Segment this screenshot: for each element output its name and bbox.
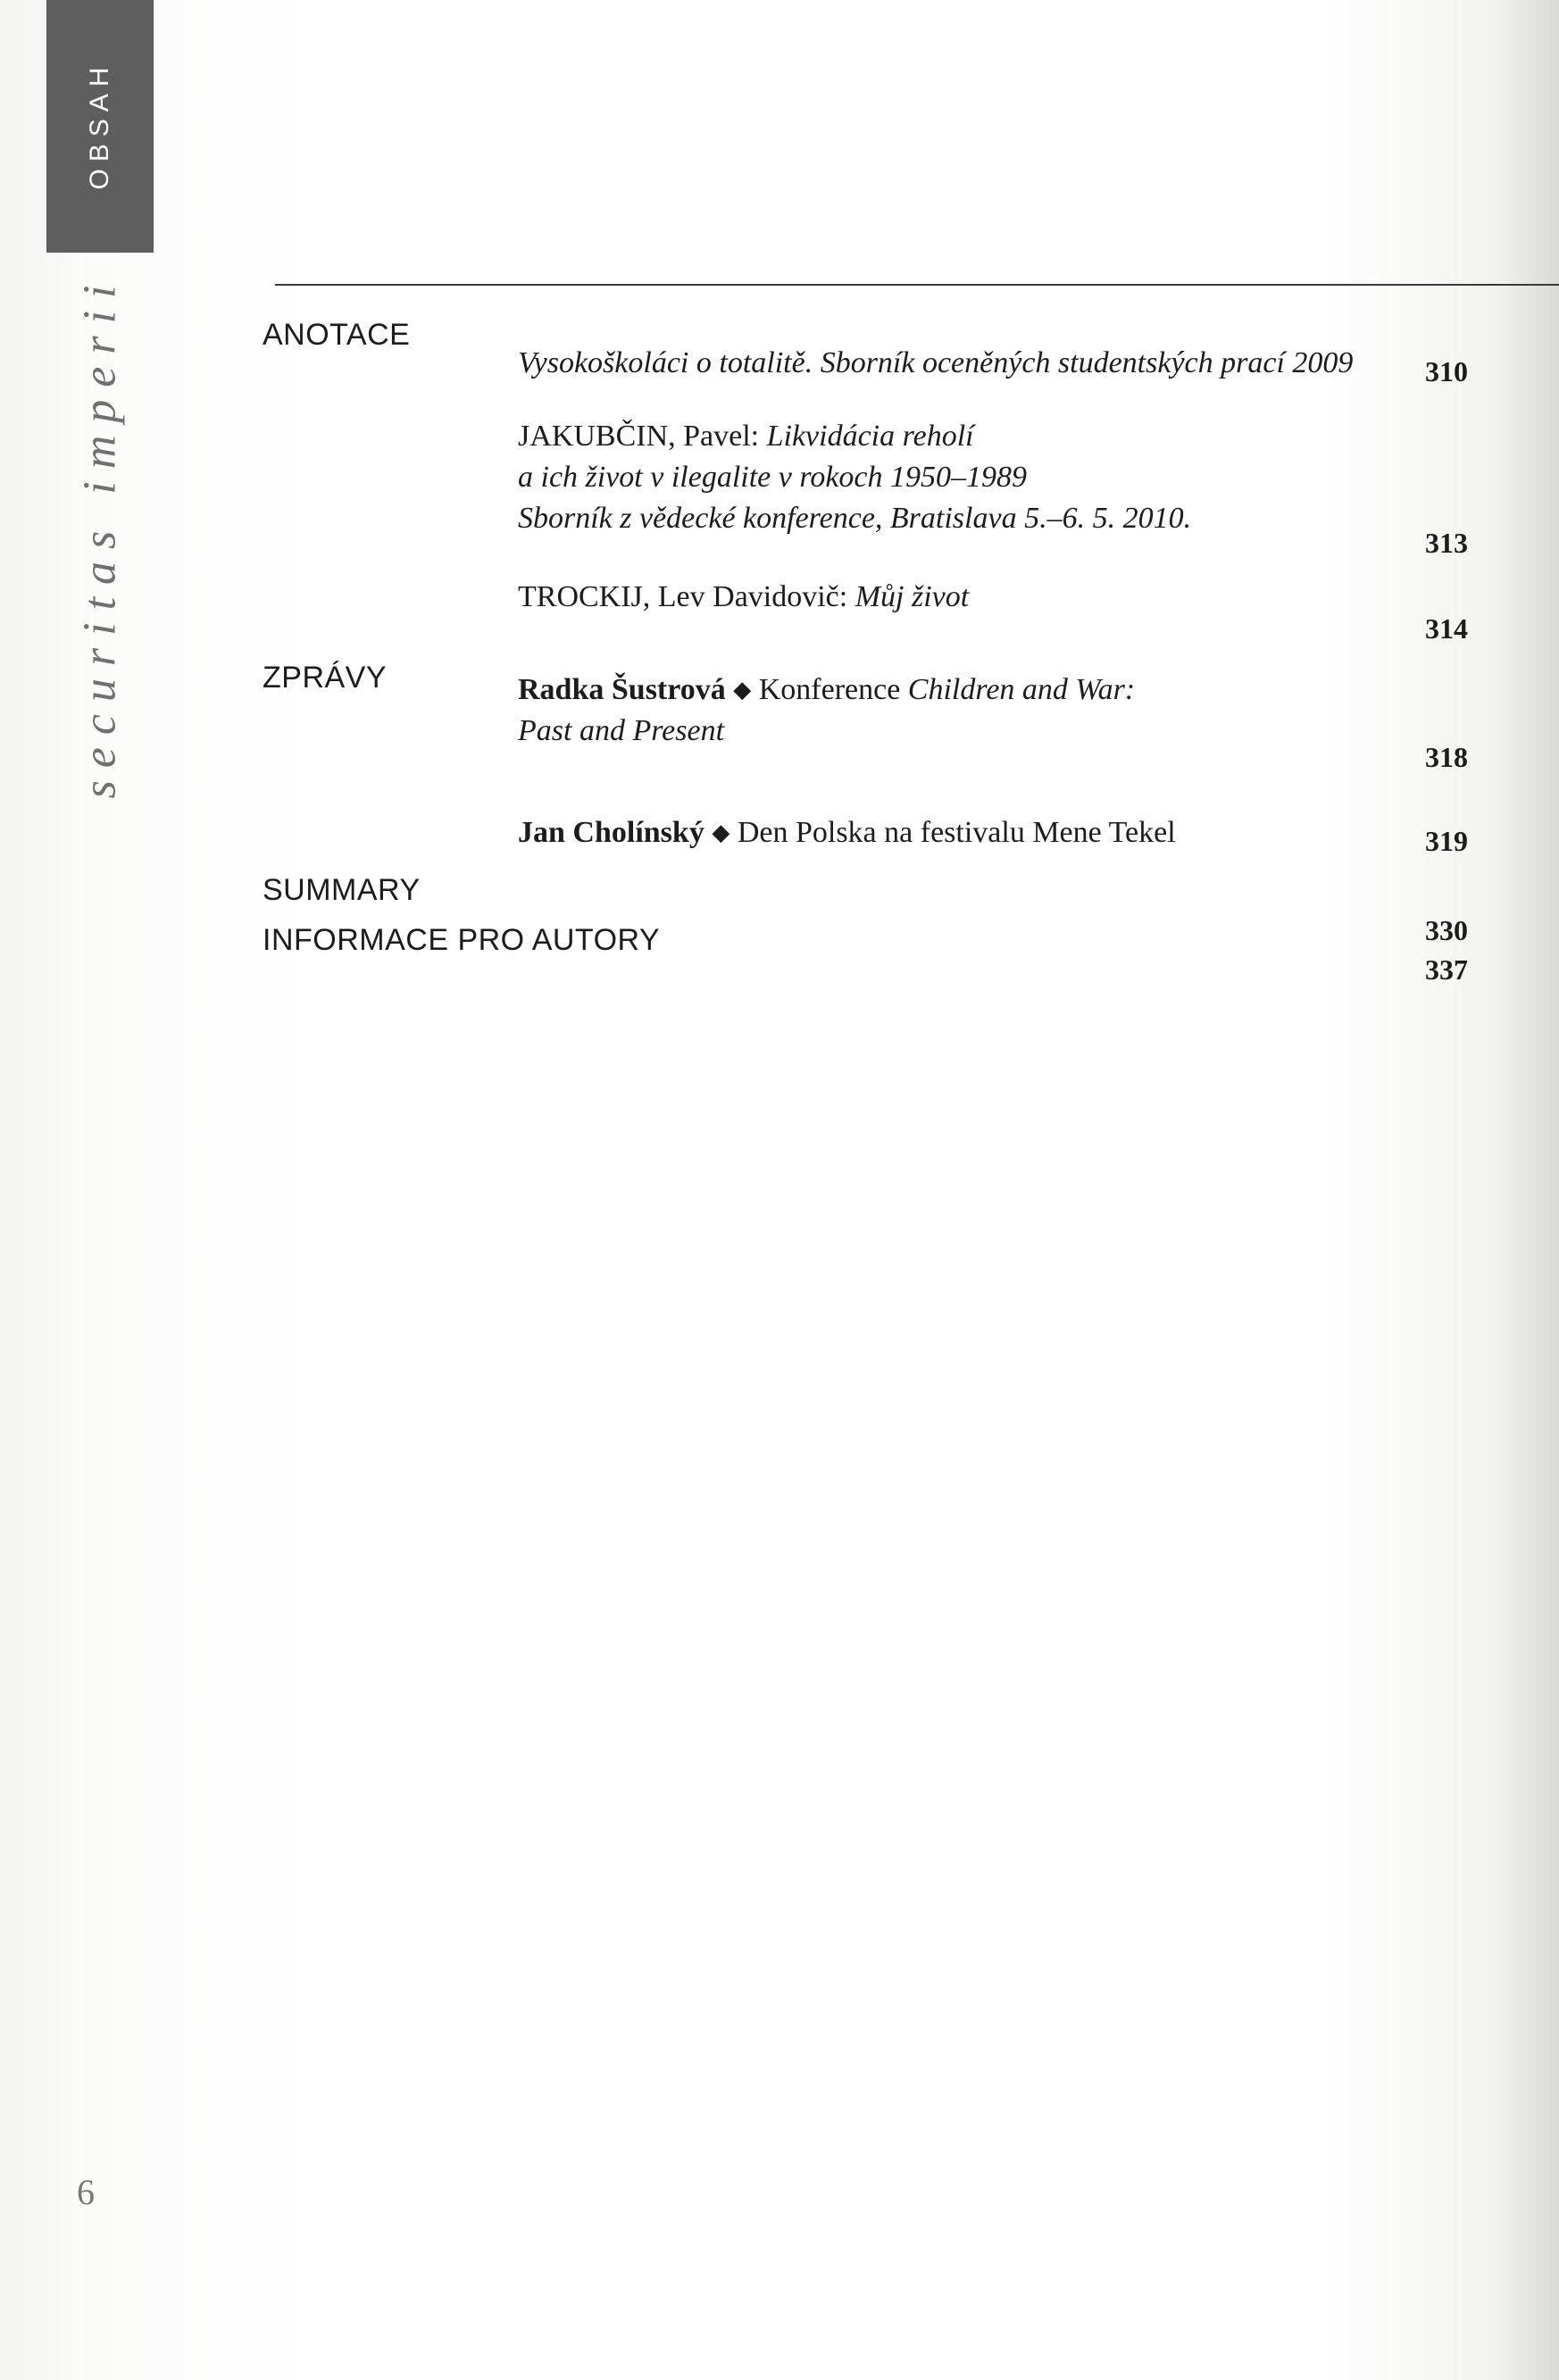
entry-4-line2: Past and Present — [518, 714, 725, 747]
journal-title: securitas imperii — [74, 272, 126, 799]
entry-4-page: 318 — [1425, 741, 1468, 773]
entry-1-page: 310 — [1425, 355, 1468, 387]
entry-2-line3: Sborník z vědecké konference, Bratislava 5.–6. 5. 2010. — [518, 502, 1192, 535]
summary-page: 330 — [1425, 914, 1468, 946]
section-informace: INFORMACE PRO AUTORY — [263, 923, 661, 957]
section-zpravy: ZPRÁVY — [263, 661, 388, 695]
entry-2-line1: JAKUBČIN, Pavel: Likvidácia reholí — [518, 420, 974, 453]
diamond-icon: ◆ — [712, 820, 730, 845]
entry-5-page: 319 — [1425, 825, 1468, 857]
entry-5: Jan Cholínský ◆ Den Polska na festivalu Mene Tekel — [518, 816, 1176, 849]
divider — [275, 284, 1559, 286]
entry-1-title: Vysokoškoláci o totalitě. Sborník oceněných studentských prací 2009 — [518, 346, 1354, 379]
entry-2-line2: a ich život v ilegalite v rokoch 1950–1989 — [518, 461, 1027, 494]
entry-2-page: 313 — [1425, 527, 1468, 559]
page-number: 6 — [77, 2172, 95, 2212]
section-tab-label: OBSAH — [85, 60, 114, 190]
entry-3: TROCKIJ, Lev Davidovič: Můj život — [518, 580, 970, 613]
informace-page: 337 — [1425, 953, 1468, 986]
section-anotace: ANOTACE — [263, 318, 411, 352]
entry-3-page: 314 — [1425, 612, 1468, 645]
entry-4-line1: Radka Šustrová ◆ Konference Children and War: — [518, 673, 1136, 706]
section-summary: SUMMARY — [263, 873, 421, 907]
diamond-icon: ◆ — [733, 677, 752, 703]
